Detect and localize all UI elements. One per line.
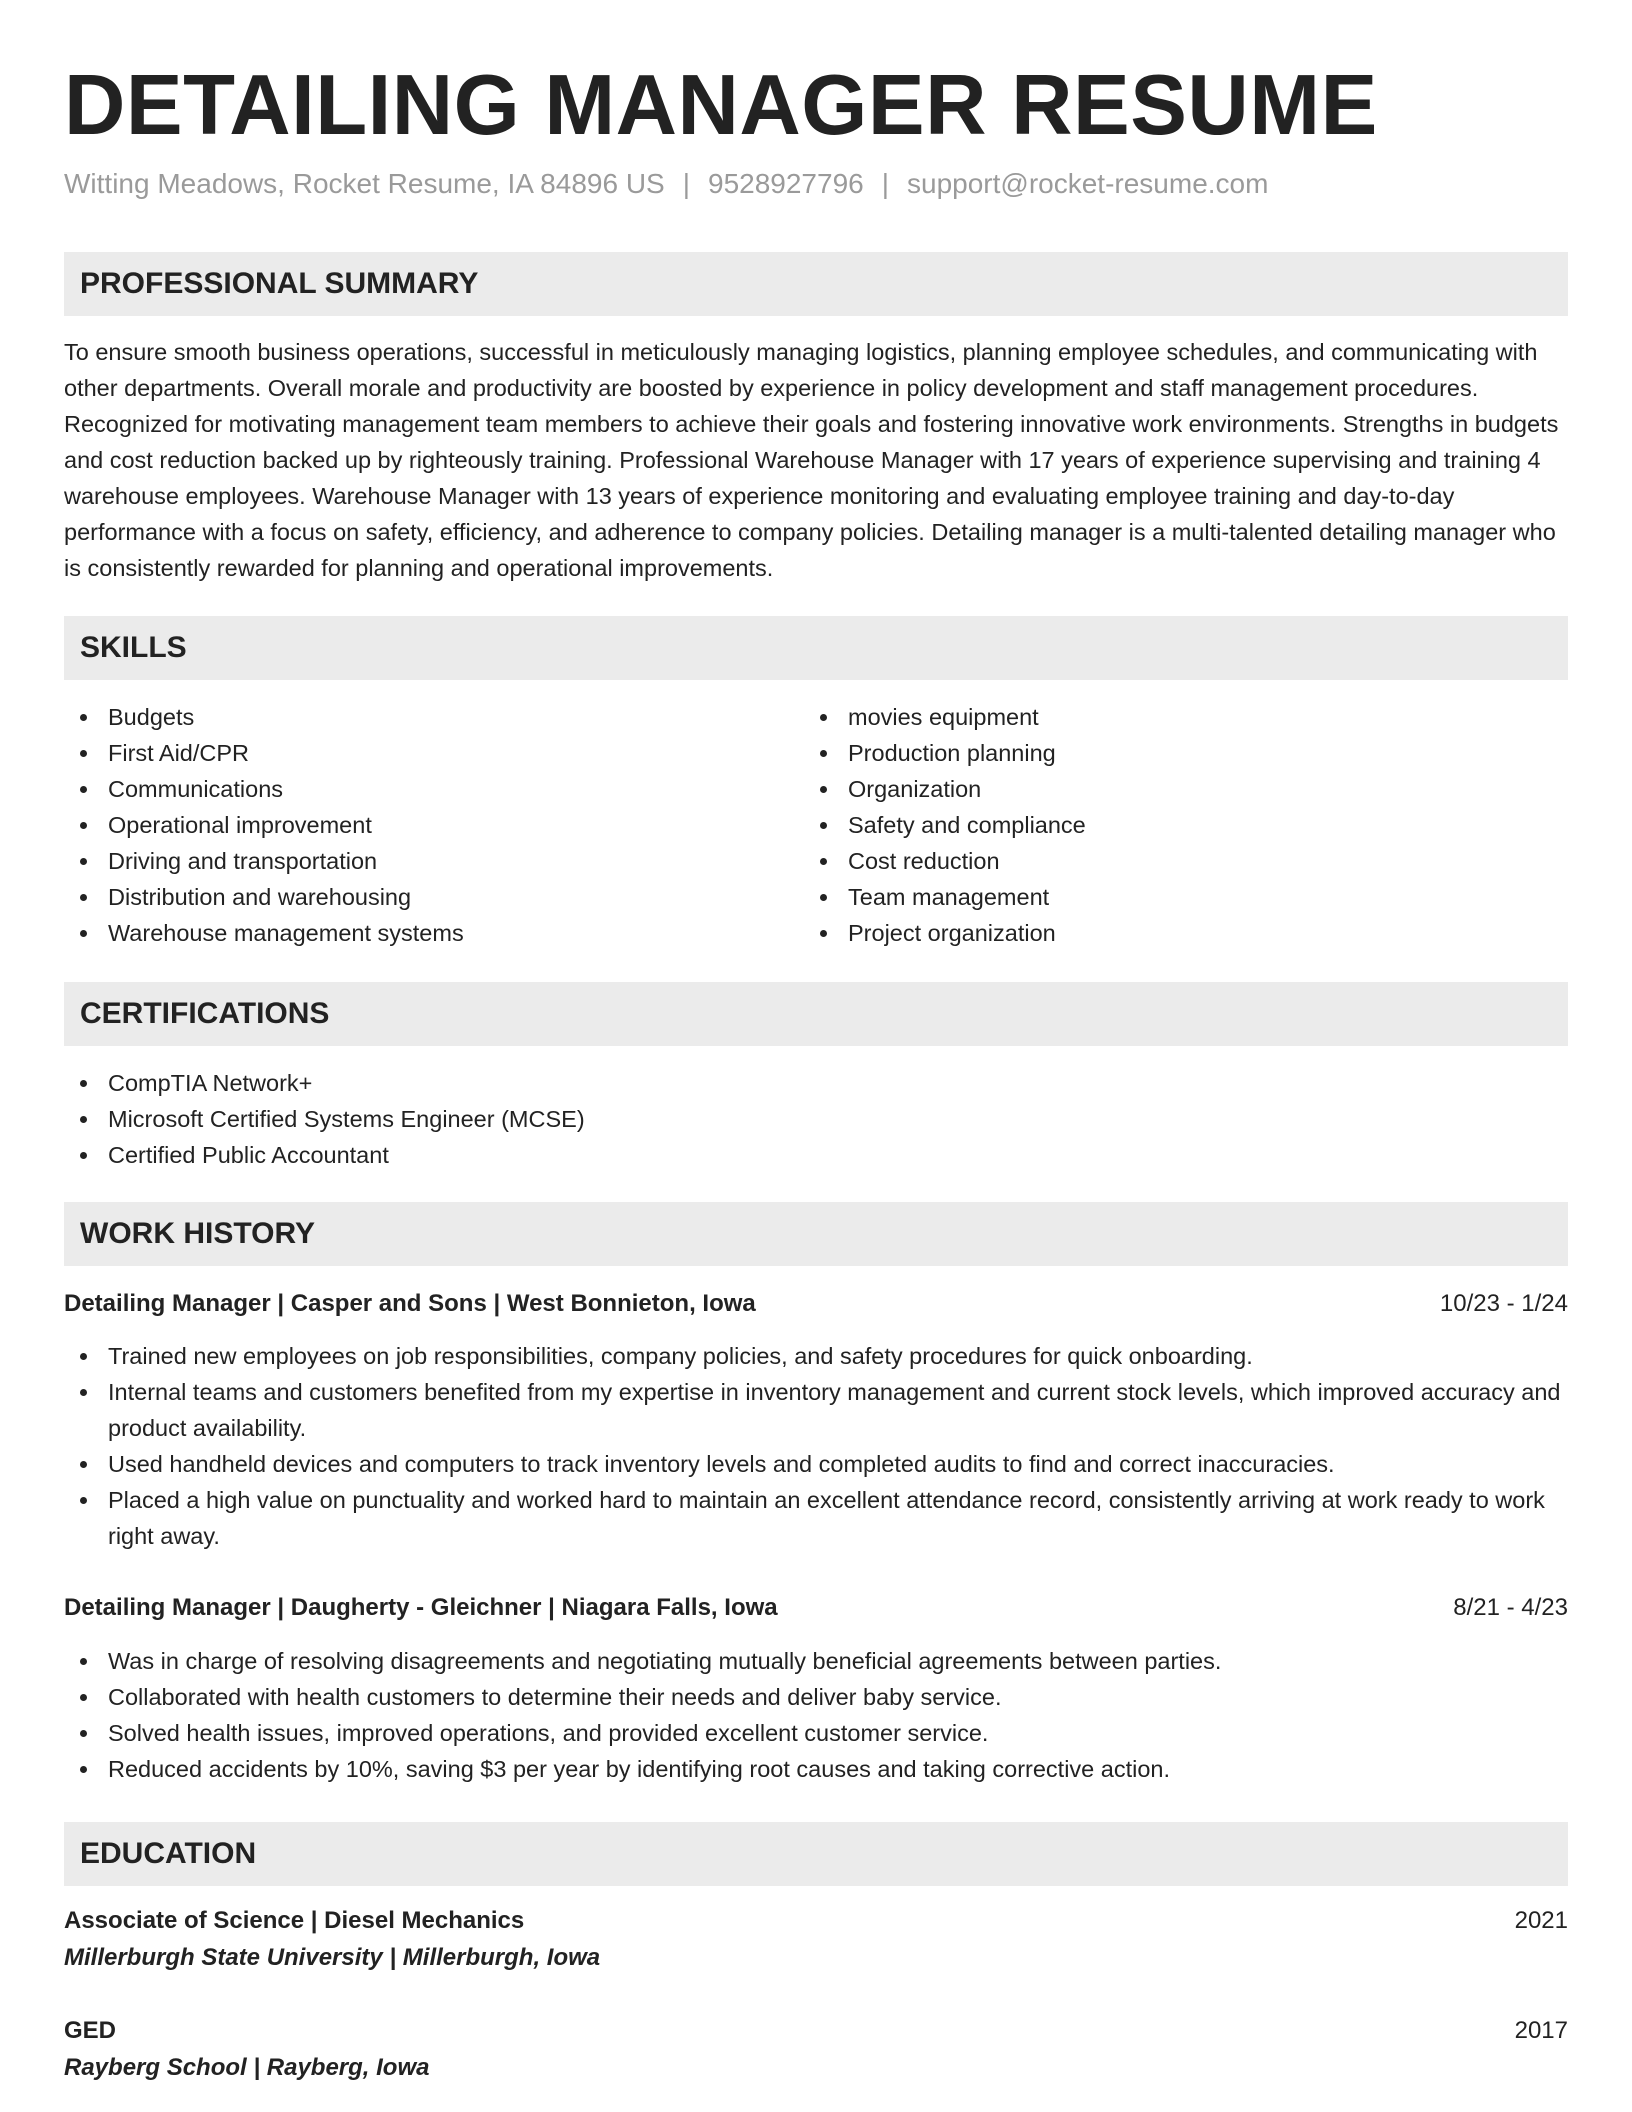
- skill-item: Warehouse management systems: [64, 915, 804, 951]
- education-year: 2021: [1514, 1907, 1568, 1934]
- skill-item: Operational improvement: [64, 807, 804, 843]
- section-title-education: EDUCATION: [80, 1837, 257, 1870]
- section-header-summary: [64, 252, 1568, 316]
- job-dates: 10/23 - 1/24: [1439, 1290, 1568, 1317]
- skill-item: Team management: [804, 879, 1564, 915]
- resume-title: DETAILING MANAGER RESUME: [64, 58, 1378, 153]
- skill-item: Cost reduction: [804, 843, 1564, 879]
- job-header: [64, 1590, 1568, 1626]
- skill-item: Communications: [64, 771, 804, 807]
- skill-item: Production planning: [804, 735, 1564, 771]
- job-bullets: [64, 1338, 1568, 1554]
- skill-item: First Aid/CPR: [64, 735, 804, 771]
- education-degree: Associate of Science | Diesel Mechanics: [64, 1907, 525, 1934]
- contact-email: support@rocket-resume.com: [907, 168, 1269, 199]
- education-year: 2017: [1514, 2017, 1568, 2044]
- job-bullet: Collaborated with health customers to determine their needs and deliver baby service.: [64, 1679, 1568, 1715]
- education-header: [64, 2013, 1568, 2049]
- skill-item: Organization: [804, 771, 1564, 807]
- section-header-work-history: [64, 1202, 1568, 1266]
- section-header-education: [64, 1822, 1568, 1886]
- section-title-certifications: CERTIFICATIONS: [80, 997, 330, 1030]
- education-header: [64, 1903, 1568, 1939]
- section-header-skills: [64, 616, 1568, 680]
- skill-item: Distribution and warehousing: [64, 879, 804, 915]
- job-bullet: Used handheld devices and computers to track inventory levels and completed audits to find and correct inaccuracies.: [64, 1446, 1568, 1482]
- contact-separator: |: [881, 168, 890, 199]
- skill-item: movies equipment: [804, 699, 1564, 735]
- skill-item: Safety and compliance: [804, 807, 1564, 843]
- job-bullet: Internal teams and customers benefited from my expertise in inventory management and current stock levels, which improved accuracy and product availability.: [64, 1374, 1568, 1446]
- job-header: [64, 1286, 1568, 1322]
- job-bullet: Trained new employees on job responsibilities, company policies, and safety procedures for quick onboarding.: [64, 1338, 1568, 1374]
- contact-line: [64, 166, 1268, 202]
- job-bullets: [64, 1643, 1568, 1787]
- education-school: Rayberg School | Rayberg, Iowa: [64, 2054, 430, 2081]
- job-dates: 8/21 - 4/23: [1453, 1594, 1568, 1621]
- job-bullet: Solved health issues, improved operations, and provided excellent customer service.: [64, 1715, 1568, 1751]
- contact-address: Witting Meadows, Rocket Resume, IA 84896 US: [64, 168, 665, 199]
- summary-text: To ensure smooth business operations, successful in meticulously managing logistics, planning employee schedules, and communicating with other departments. Overall morale and productivity are boosted by experience in policy development and staff management procedures. Recognized for motivating management team members to achieve their goals and fostering innovative work environments. Strengths in budgets and cost reduction backed up by righteously training. Professional Warehouse Manager with 17 years of experience supervising and training 4 warehouse employees. Warehouse Manager with 13 years of experience monitoring and evaluating employee training and day-to-day performance with a focus on safety, efficiency, and adherence to company policies. Detailing manager is a multi-talented detailing manager who is consistently rewarded for planning and operational improvements.: [64, 339, 1559, 581]
- job-title: Detailing Manager | Casper and Sons | West Bonnieton, Iowa: [64, 1290, 756, 1317]
- education-school: Millerburgh State University | Millerburgh, Iowa: [64, 1944, 601, 1971]
- section-header-certifications: [64, 982, 1568, 1046]
- job-bullet: Was in charge of resolving disagreements and negotiating mutually beneficial agreements between parties.: [64, 1643, 1568, 1679]
- contact-phone: 9528927796: [708, 168, 864, 199]
- skill-item: Driving and transportation: [64, 843, 804, 879]
- skill-item: Project organization: [804, 915, 1564, 951]
- job-bullet: Placed a high value on punctuality and worked hard to maintain an excellent attendance record, consistently arriving at work ready to work right away.: [64, 1482, 1568, 1554]
- contact-separator: |: [682, 168, 690, 199]
- section-title-work-history: WORK HISTORY: [80, 1217, 316, 1250]
- certification-item: CompTIA Network+: [64, 1065, 1568, 1101]
- skills-list-right: [804, 699, 1564, 951]
- job-title: Detailing Manager | Daugherty - Gleichner | Niagara Falls, Iowa: [64, 1594, 778, 1621]
- job-bullet: Reduced accidents by 10%, saving $3 per year by identifying root causes and taking corrective action.: [64, 1751, 1568, 1787]
- skills-list-left: [64, 699, 804, 951]
- certifications-list: [64, 1065, 1568, 1173]
- section-title-summary: PROFESSIONAL SUMMARY: [80, 267, 479, 300]
- certification-item: Microsoft Certified Systems Engineer (MCSE): [64, 1101, 1568, 1137]
- section-title-skills: SKILLS: [80, 631, 187, 664]
- education-degree: GED: [64, 2017, 117, 2044]
- skill-item: Budgets: [64, 699, 804, 735]
- certification-item: Certified Public Accountant: [64, 1137, 1568, 1173]
